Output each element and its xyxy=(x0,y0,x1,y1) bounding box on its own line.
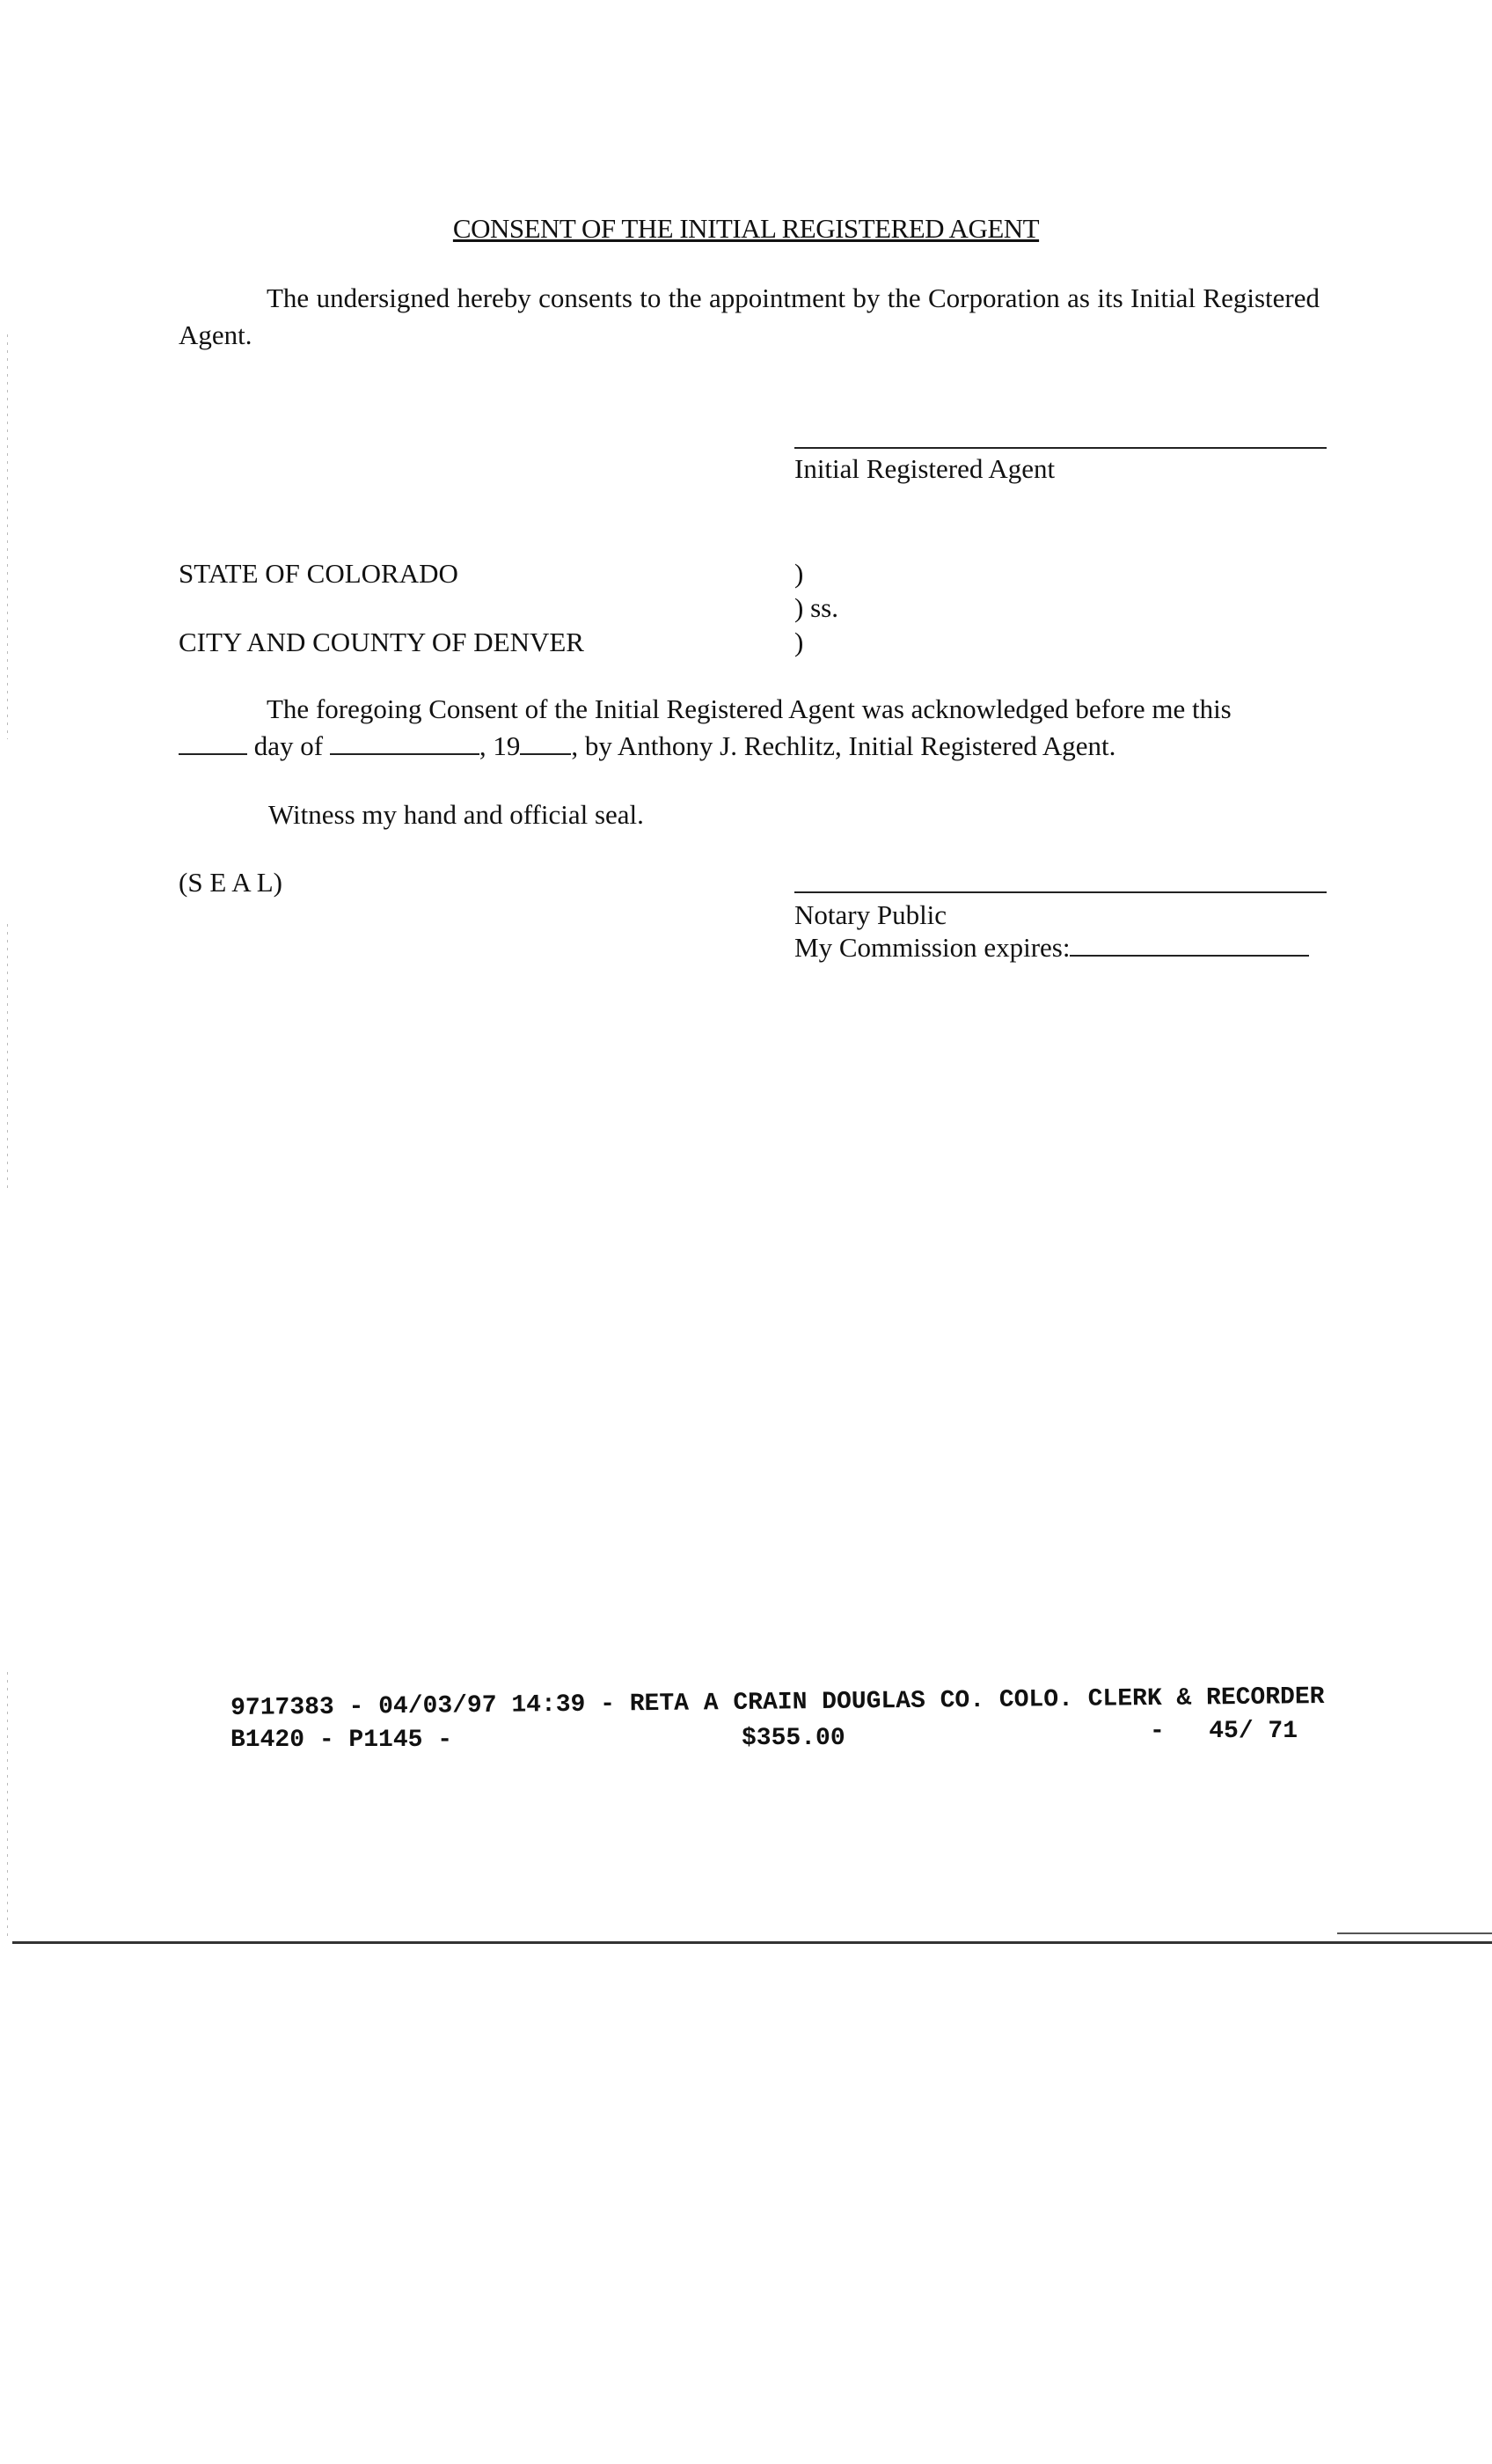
scan-edge-mark xyxy=(7,1672,8,1936)
acknowledgment-text-4: , by Anthony J. Rechlitz, Initial Registered Agent. xyxy=(571,730,1116,761)
scan-edge-mark xyxy=(7,334,8,739)
commission-expires xyxy=(794,930,1309,965)
acknowledgment-text-3: , 19 xyxy=(479,730,521,761)
scan-edge-mark xyxy=(7,924,8,1188)
month-blank[interactable] xyxy=(330,730,479,755)
agent-signature-label: Initial Registered Agent xyxy=(794,453,1056,484)
commission-blank[interactable] xyxy=(1070,932,1309,957)
acknowledgment-text-1: The foregoing Consent of the Initial Registered Agent was acknowledged before me this xyxy=(267,693,1232,724)
recording-stamp-page-count: - 45/ 71 xyxy=(1150,1718,1298,1745)
year-blank[interactable] xyxy=(520,730,571,755)
recording-stamp-line-1: 9717383 - 04/03/97 14:39 - RETA A CRAIN DOUGLAS CO. COLO. CLERK & RECORDER xyxy=(230,1683,1325,1722)
consent-paragraph xyxy=(179,280,1320,354)
recording-stamp-fee: $355.00 xyxy=(742,1725,845,1752)
notary-label: Notary Public xyxy=(794,899,947,930)
document-title: CONSENT OF THE INITIAL REGISTERED AGENT xyxy=(452,213,1040,244)
scan-edge-line-faint xyxy=(1337,1932,1492,1934)
day-blank[interactable] xyxy=(179,730,247,755)
venue-paren-1: ) xyxy=(794,558,804,589)
seal-label: (S E A L) xyxy=(179,867,282,898)
recording-stamp-book-page: B1420 - P1145 - xyxy=(230,1727,453,1754)
venue-paren-3: ) xyxy=(794,627,804,657)
agent-signature-line[interactable] xyxy=(794,447,1327,449)
acknowledgment-text-2: day of xyxy=(253,730,324,761)
consent-text: The undersigned hereby consents to the appointment by the Corporation as its Initial Registered Agent. xyxy=(179,282,1320,350)
venue-paren-ss: ) ss. xyxy=(794,592,838,623)
venue-state: STATE OF COLORADO xyxy=(179,558,458,589)
witness-line: Witness my hand and official seal. xyxy=(268,799,644,830)
notary-signature-line[interactable] xyxy=(794,891,1327,893)
acknowledgment-paragraph xyxy=(179,691,1320,765)
venue-county: CITY AND COUNTY OF DENVER xyxy=(179,627,584,657)
scan-edge-line xyxy=(12,1941,1492,1944)
commission-label: My Commission expires: xyxy=(794,932,1071,963)
